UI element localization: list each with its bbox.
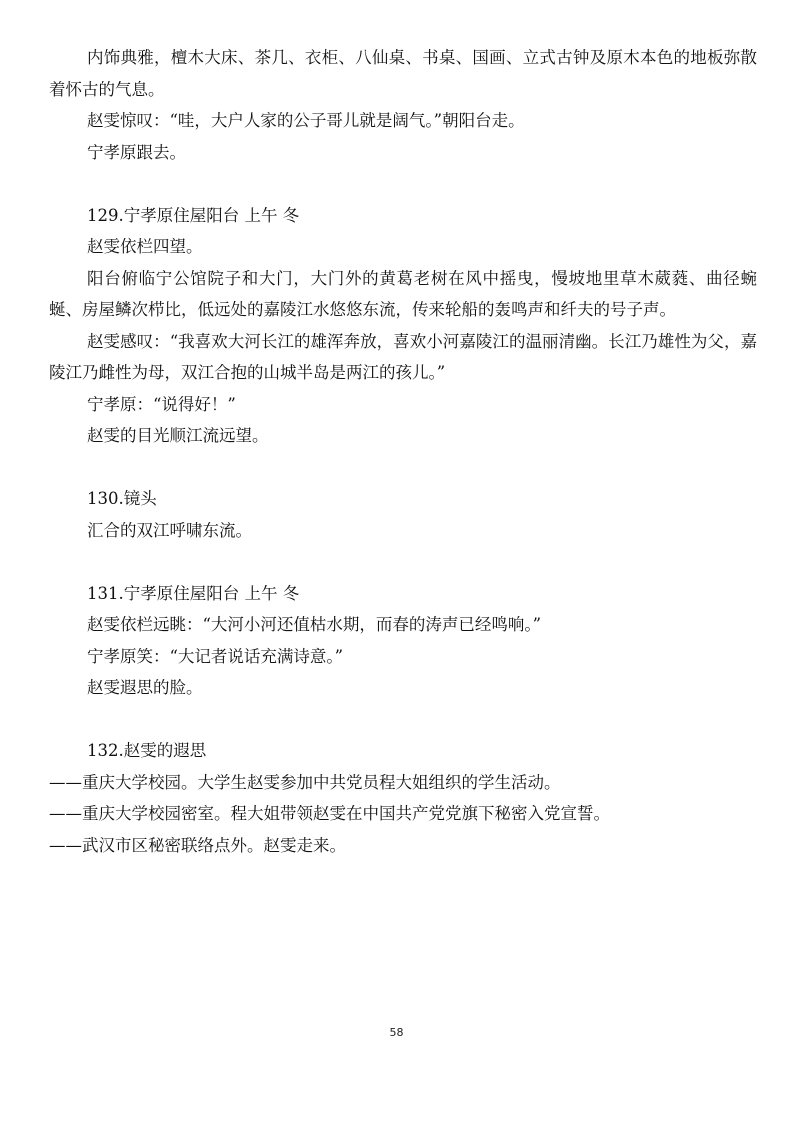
paragraph-interior-description: 内饰典雅，檀木大床、茶几、衣柜、八仙桌、书桌、国画、立式古钟及原木本色的地板弥散着怀古的气息。 xyxy=(49,48,757,99)
paragraph-wuhan-contact: ——武汉市区秘密联络点外。赵雯走来。 xyxy=(49,835,346,855)
paragraph-gaze-river: 赵雯的目光顺江流远望。 xyxy=(87,426,269,445)
scene-heading-130: 130.镜头 xyxy=(87,489,157,508)
paragraph-balcony-view: 阳台俯临宁公馆院子和大门，大门外的黄葛老树在风中摇曳，慢坡地里草木葳蕤、曲径蜿蜒、房屋鳞次栉比，低远处的嘉陵江水悠悠东流，传来轮船的轰鸣声和纤夫的号子声。 xyxy=(49,268,757,319)
paragraph-ning-smiles: 宁孝原笑：“大记者说话充满诗意。” xyxy=(87,646,344,666)
scene-heading-129: 129.宁孝原住屋阳台 上午 冬 xyxy=(87,205,300,225)
paragraph-gazes-afar: 赵雯依栏远眺：“大河小河还值枯水期，而春的涛声已经鸣响。” xyxy=(87,615,542,634)
document-body xyxy=(49,42,757,861)
paragraph-ning-follows: 宁孝原跟去。 xyxy=(87,142,186,162)
paragraph-zhao-wen-exclaims: 赵雯惊叹：“哇，大户人家的公子哥儿就是阔气。”朝阳台走。 xyxy=(87,111,525,130)
scene-heading-132: 132.赵雯的遐思 xyxy=(87,741,207,760)
paragraph-gap xyxy=(87,168,757,200)
paragraph-university-campus: ——重庆大学校园。大学生赵雯参加中共党员程大姐组织的学生活动。 xyxy=(49,772,561,792)
paragraph-secret-oath: ——重庆大学校园密室。程大姐带领赵雯在中国共产党党旗下秘密入党宣誓。 xyxy=(49,804,610,823)
paragraph-rivers-flow: 汇合的双江呼啸东流。 xyxy=(87,520,252,540)
paragraph-well-said: 宁孝原：“说得好！” xyxy=(87,394,236,414)
paragraph-gap xyxy=(87,452,757,484)
paragraph-rivers-speech: 赵雯感叹：“我喜欢大河长江的雄浑奔放，喜欢小河嘉陵江的温丽清幽。长江乃雄性为父，嘉陵江乃雌性为母，双江合抱的山城半岛是两江的孩儿。” xyxy=(49,331,757,382)
paragraph-gap xyxy=(87,704,757,736)
scene-heading-131: 131.宁孝原住屋阳台 上午 冬 xyxy=(87,583,300,603)
paragraph-looks-around: 赵雯依栏四望。 xyxy=(87,237,203,256)
paragraph-reverie-face: 赵雯遐思的脸。 xyxy=(87,678,203,697)
paragraph-gap xyxy=(87,546,757,578)
page-number: 58 xyxy=(389,1026,404,1039)
